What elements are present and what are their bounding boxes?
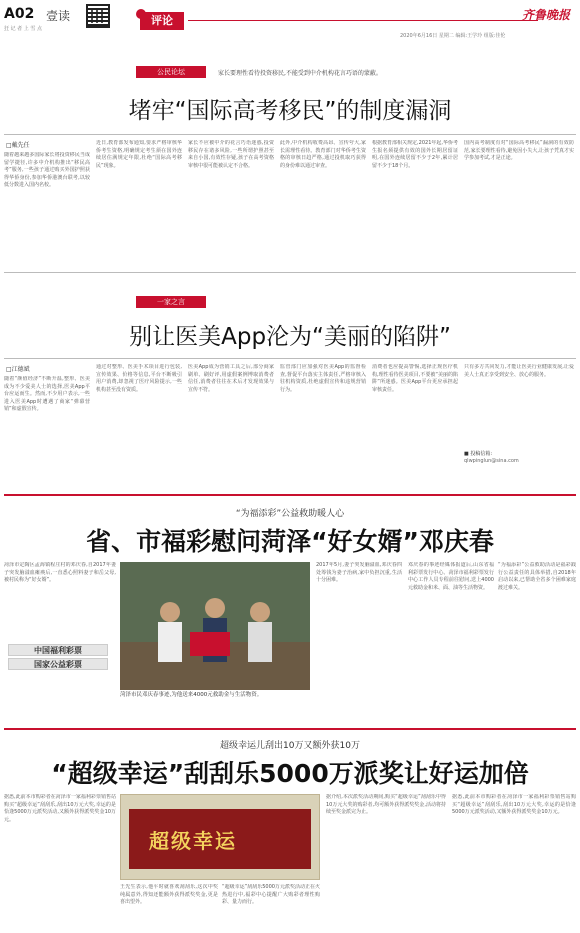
article-column: 国内高考制度有对“国际高考移民”漏洞的有效防范,家长要理性看待,避免因小失大,让孩子凭真才实学参加考试,才是正途。 — [464, 140, 574, 161]
divider — [4, 134, 576, 135]
page-number: A02 — [4, 6, 35, 22]
article-column: “为福添彩”公益救助活动是福彩践行公益责任的具体举措,自2018年启动以来,已帮助全省多个困难家庭渡过难关。 — [498, 562, 576, 591]
article-column: 邓庆春的事迹经媒体报道后,山东省福利彩票发行中心、菏泽市福利彩票发行中心工作人员专程前往慰问,送上4000元救助金和米、面、油等生活物资。 — [408, 562, 494, 591]
article-column: 随着“颜值经济”不断升温,整形、医美成为不少爱美人士的选择,医美App平台应运而生。然而,不少用户表示,一些进入医美App时遭遇了商家“弹幕营销”和虚假宣传。 — [4, 376, 90, 412]
article-column: “超级幸运”刮刮乐5000万元派奖活动正在火热进行中,福彩中心提醒广大购彩者理性购彩、量力而行。 — [222, 884, 320, 905]
article-column: 只有多方共同发力,才能让医美行业健康发展,让爱美人士真正享受到安全、放心的服务。 — [464, 364, 574, 378]
paper-logo: 齐鲁晚报 — [522, 8, 571, 22]
header-meta: 2020年6月16日 星期二 编辑:王学玲 组版:佳伦 — [400, 33, 506, 39]
article-lead: 家长要理性看待投资移民,不能受到中介机构花言巧语的蒙蔽。 — [218, 70, 382, 77]
news-photo — [120, 562, 310, 690]
article-column: 据介绍,本次派奖活动期间,购买“超级幸运”刮刮乐中得10万元大奖的购彩者,均可额外获得派奖奖金,活动将持续至奖金派完为止。 — [326, 794, 446, 815]
article-title: 堵牢“国际高考移民”的制度漏洞 — [128, 98, 452, 124]
ad-text: 超级幸运 — [149, 829, 237, 853]
qr-code-icon — [86, 4, 110, 28]
contributor-email[interactable]: qlwpinglun@sina.com — [464, 458, 519, 464]
article-column: 通过对整形、医美手术项目进行包装,宣传效果、价格等信息,平台不断吸引用户消费,却忽视了医疗风险提示,一些机构甚至没有资质。 — [96, 364, 182, 393]
article-column: 王先生表示,他平时就喜欢刮刮乐,这次中奖纯属意外,得知还能额外获得派奖奖金,更是喜出望外。 — [120, 884, 218, 905]
photo-caption: 菏泽市民邓庆春事迹,为他送来4000元救助金与生活物资。 — [120, 692, 263, 698]
section-rule — [4, 728, 576, 730]
article-column: 据悉,此前本市购彩者在菏泽市一家福利彩票销售站购买“超级幸运”刮刮乐,刮出10万元大奖,幸运的是恰逢5000万元派奖活动,又额外获得派奖奖金10万元。 — [4, 794, 116, 823]
article-column: 菏泽市定陶区孟海镇程庄村的邓庆春,自2017年妻子突发脑溢血瘫痪后,一直悉心照料妻子和岳父母,被村民称为“好女婿”。 — [4, 562, 116, 583]
article-title: 省、市福彩慰问菏泽“好女婿”邓庆春 — [86, 527, 494, 556]
header-rule — [188, 20, 538, 21]
article-column: 此外,中介机构收费高昂、宣传夸大,家长需理性看待。教育部门对华侨考生资格的审核日趋严格,通过投机取巧获得的身份难以通过审查。 — [280, 140, 366, 169]
lottery-ad-image — [120, 794, 320, 880]
column-label: 一家之言 — [136, 296, 206, 308]
divider — [4, 272, 576, 273]
header-sub: 狂 记 者 上 雪 点 — [4, 26, 42, 32]
article-column: 随着越来越多国际家长将投资移民当成留学捷径,许多中介机构推出“移民高考”服务,一些孩子通过购买外国护照获得华侨身份,参加华侨港澳台联考,以较低分数进入国内名校。 — [4, 152, 90, 188]
article-column: 2017年5月,妻子突发脑溢血,邓庆春四处筹钱为妻子治病,家中负担沉重,生活十分困难。 — [316, 562, 402, 583]
article-column: 消费者也应提高警惕,选择正规医疗机构,理性看待医美项目,不要被“美丽的陷阱”所迷惑。医美App平台更应承担起审核责任。 — [372, 364, 458, 393]
article-column: 据悉,此前本市购彩者在菏泽市一家福利彩票销售站购买“超级幸运”刮刮乐,刮出10万元大奖,幸运的是恰逢5000万元派奖活动,又额外获得派奖奖金10万元。 — [452, 794, 576, 815]
article-column: 监管部门应加强对医美App的监督检查,督促平台落实主体责任,严格审核入驻机构资质,杜绝虚假宣传和违规营销行为。 — [280, 364, 366, 393]
article-title: “超级幸运”刮刮乐5000万派奖让好运加倍 — [51, 759, 529, 788]
divider — [4, 358, 576, 359]
article-kicker: “为福添彩”公益救助暖人心 — [235, 509, 345, 519]
lottery-label: 中国福利彩票 — [8, 644, 108, 656]
article-column: 近日,教育部发布通知,要求严格审核华侨考生资格,明确规定考生须在国外连续居住满规定年限,杜绝“国际高考移民”现象。 — [96, 140, 182, 169]
article-column: 根据教育部相关规定,2021年起,华侨考生报名须提供有效的国外长期居留证明,在国外连续居留不少于2年,累计居留不少于18个月。 — [372, 140, 458, 169]
article-kicker: 超级幸运儿刮出10万又额外获10万 — [220, 741, 360, 751]
article-column: 医美App成为营销工具之后,部分商家刷单、刷好评,用虚假案例博取消费者信任,消费者往往在术后才发现效果与宣传不符。 — [188, 364, 274, 393]
lottery-label: 国家公益彩票 — [8, 658, 108, 670]
article-title: 别让医美App沦为“美丽的陷阱” — [129, 324, 451, 350]
section-name: 壹读 — [46, 9, 71, 23]
contributor-label: ■ 投稿信箱: — [464, 451, 492, 457]
article-column: 家长不应被中介的花言巧语迷惑,投资移民存在诸多风险,一些所谓护照甚至来自小国,有效性存疑,孩子在高考资格审核中很可能被认定不合格。 — [188, 140, 274, 169]
section-rule — [4, 494, 576, 496]
byline: □江德斌 — [6, 366, 30, 373]
byline: □戴先任 — [6, 142, 30, 149]
section-tag: 评论 — [140, 12, 184, 30]
column-label: 公民论坛 — [136, 66, 206, 78]
